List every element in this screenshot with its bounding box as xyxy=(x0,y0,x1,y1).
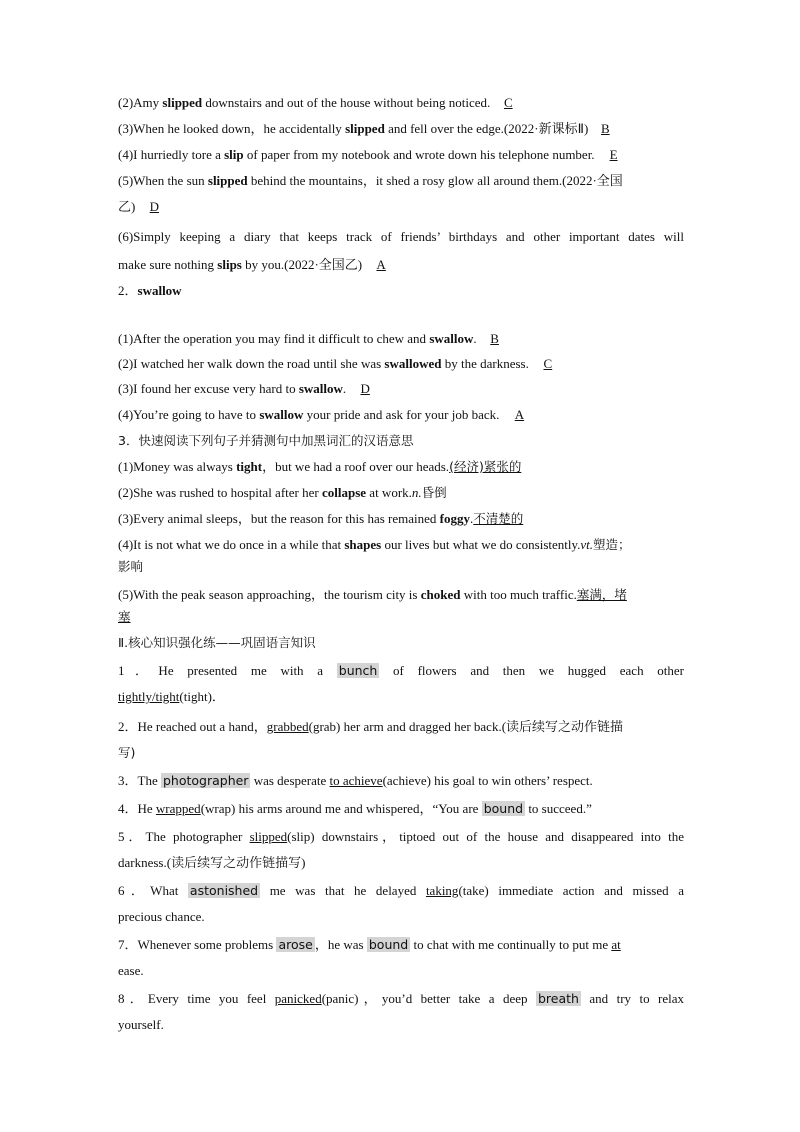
s2-item-4: 4．He wrapped(wrap) his arms around me and whispered，“You are bound to succeed.” xyxy=(118,801,592,816)
q3-item-4-cont: 影响 xyxy=(118,559,144,574)
q1-item-5: (5)When the sun slipped behind the mountains，it shed a rosy glow all around them.(2022·全国 xyxy=(118,173,623,188)
answer-blank: D xyxy=(149,199,160,214)
answer-text: to achieve xyxy=(329,773,383,788)
answer-text: panicked xyxy=(274,991,322,1006)
highlighted-word: bound xyxy=(368,937,409,952)
highlighted-word: arose xyxy=(278,937,313,952)
s2-item-7-cont: ease. xyxy=(118,963,144,978)
q1-item-6-cont: make sure nothing slips by you.(2022·全国乙) A xyxy=(118,256,684,274)
s2-item-7: 7．Whenever some problems arose ，he was bound to chat with me continually to put me at xyxy=(118,936,684,954)
q1-item-4: (4)I hurriedly tore a slip of paper from my notebook and wrote down his telephone number. E xyxy=(118,146,684,164)
worksheet-page xyxy=(118,94,685,1032)
answer-text: 昏倒 xyxy=(421,485,447,500)
s2-item-3: 3．The photographer was desperate to achieve(achieve) his goal to win others’ respect. xyxy=(118,773,593,788)
answer-text: grabbed xyxy=(266,719,309,734)
bold-word: swallow xyxy=(298,381,343,396)
q3-item-5: (5)With the peak season approaching，the tourism city is choked with too much traffic.塞满，堵 xyxy=(118,587,627,602)
answer-blank: B xyxy=(490,331,499,346)
answer-text: 塞满，堵 xyxy=(576,587,627,602)
answer-text: wrapped xyxy=(155,801,201,816)
s2-item-8-cont: yourself. xyxy=(118,1017,164,1032)
highlighted-word: photographer xyxy=(162,773,249,788)
bold-word: choked xyxy=(420,587,461,602)
answer-text: 塑造； xyxy=(593,537,631,552)
s2-item-2-cont: 写) xyxy=(118,745,136,760)
q3-item-1: (1)Money was always tight，but we had a roof over our heads.(经济)紧张的 xyxy=(118,459,522,474)
bold-word: swallowed xyxy=(384,356,442,371)
bold-word: swallow xyxy=(429,331,474,346)
s2-item-5-cont: darkness.(读后续写之动作链描写) xyxy=(118,855,306,870)
bold-word: slipped xyxy=(207,173,248,188)
q2-item-1: (1)After the operation you may find it difficult to chew and swallow. B xyxy=(118,330,684,348)
bold-word: slips xyxy=(217,257,242,272)
q3-item-2: (2)She was rushed to hospital after her collapse at work.n.昏倒 xyxy=(118,485,447,500)
q1-item-3: (3)When he looked down，he accidentally slipped and fell over the edge.(2022·新课标Ⅱ) B xyxy=(118,120,684,138)
bold-word: foggy xyxy=(439,511,470,526)
bold-word: slipped xyxy=(345,121,385,136)
s2-item-1: 1．He presented me with a bunch of flowers and then we hugged each other xyxy=(118,663,685,678)
s2-item-6: 6．What astonished me was that he delayed taking(take) immediate action and missed a xyxy=(118,883,684,898)
bold-word: tight xyxy=(236,459,263,474)
q3-item-5-cont: 塞 xyxy=(118,609,131,624)
answer-text: 不清楚的 xyxy=(473,511,524,526)
bold-word: swallow xyxy=(259,407,304,422)
q1-item-6: (6)Simply keeping a diary that keeps track of friends’ birthdays and other important dates will xyxy=(118,229,684,244)
answer-text: tightly/tight xyxy=(118,689,180,704)
answer-blank: A xyxy=(514,407,525,422)
answer-text: at xyxy=(611,937,621,952)
bold-word: slipped xyxy=(162,95,203,110)
q2-item-4: (4)You’re going to have to swallow your pride and ask for your job back. A xyxy=(118,406,684,424)
highlighted-word: astonished xyxy=(189,883,259,898)
s2-item-2: 2．He reached out a hand，grabbed(grab) her arm and dragged her back.(读后续写之动作链描 xyxy=(118,719,624,734)
bold-word: collapse xyxy=(321,485,367,500)
highlighted-word: breath xyxy=(537,991,579,1006)
highlighted-word: bound xyxy=(483,801,524,816)
s2-item-6-cont: precious chance. xyxy=(118,909,205,924)
q2-item-3: (3)I found her excuse very hard to swallow. D xyxy=(118,380,684,398)
answer-text: taking xyxy=(425,883,459,898)
s2-item-1-cont: tightly/tight(tight)． xyxy=(118,689,225,704)
answer-blank: C xyxy=(543,356,553,371)
q3-heading: 3．快速阅读下列句子并猜测句中加黑词汇的汉语意思 xyxy=(118,433,414,448)
bold-word: shapes xyxy=(344,537,382,552)
q1-item-5-cont: 乙) D xyxy=(118,198,684,216)
answer-text: slipped xyxy=(249,829,288,844)
q2-heading: 2．swallow xyxy=(118,283,182,298)
s2-item-5: 5．The photographer slipped(slip) downstairs，tiptoed out of the house and disappeared into the xyxy=(118,829,684,844)
answer-blank: A xyxy=(376,257,386,272)
answer-text: (经济)紧张的 xyxy=(449,459,522,474)
answer-blank: B xyxy=(600,121,610,136)
section-2-heading: Ⅱ.核心知识强化练——巩固语言知识 xyxy=(118,635,316,650)
q3-item-3: (3)Every animal sleeps，but the reason for this has remained foggy.不清楚的 xyxy=(118,511,524,526)
answer-blank: C xyxy=(503,95,513,110)
q1-item-2: (2)Amy slipped downstairs and out of the house without being noticed. C xyxy=(118,94,684,112)
s2-item-8: 8．Every time you feel panicked(panic)，you’d better take a deep breath and try to relax xyxy=(118,991,684,1006)
q3-item-4: (4)It is not what we do once in a while that shapes our lives but what we do consistently.vt.塑造； xyxy=(118,537,631,552)
bold-word: slip xyxy=(224,147,244,162)
q2-item-2: (2)I watched her walk down the road until she was swallowed by the darkness. C xyxy=(118,355,684,373)
answer-blank: D xyxy=(360,381,370,396)
answer-blank: E xyxy=(609,147,618,162)
highlighted-word: bunch xyxy=(338,663,378,678)
